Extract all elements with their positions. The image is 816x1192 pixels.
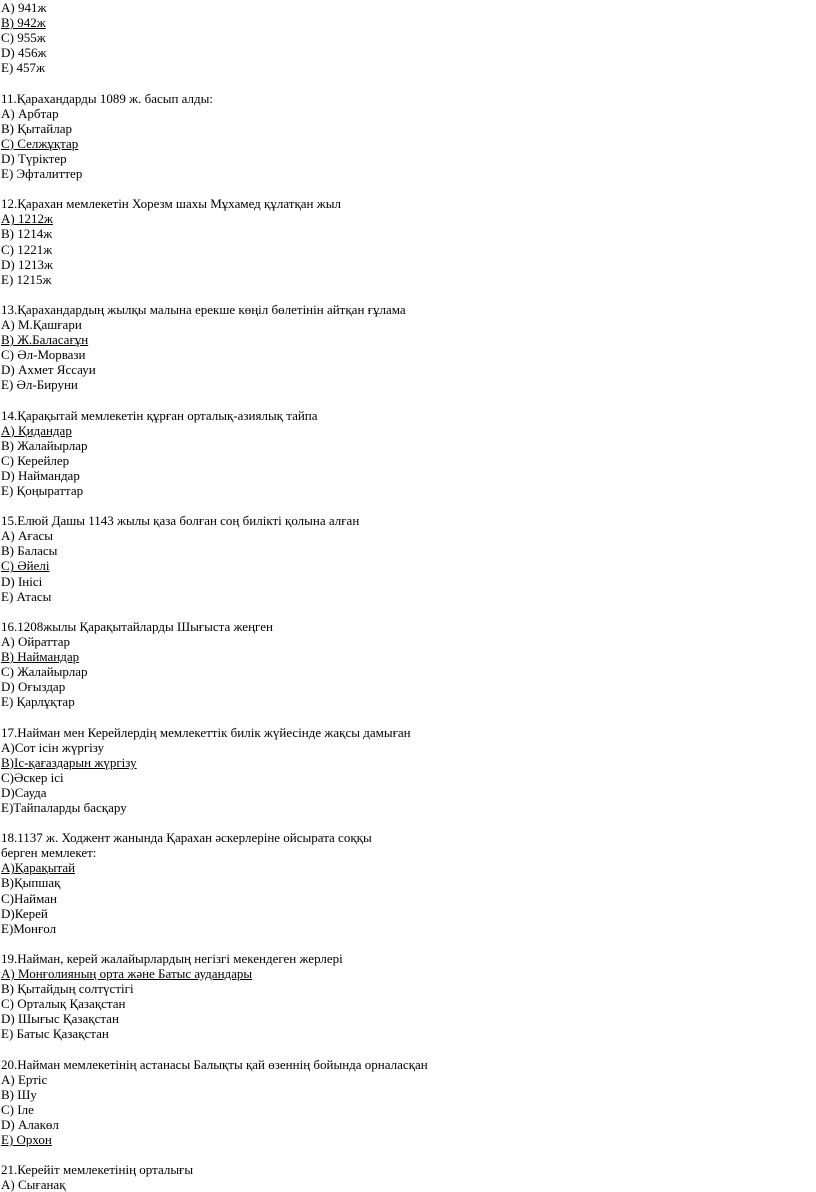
answer-option-label: B)Іс-қағаздарын жүргізу (1, 754, 137, 770)
answer-option-label: A) Ағасы (1, 528, 53, 544)
answer-option-label: E) 1215ж (1, 271, 52, 287)
question-block (0, 709, 816, 815)
answer-option-label: B) Шу (1, 1086, 37, 1102)
block-spacer (0, 75, 816, 90)
answer-option-correct (0, 136, 816, 151)
question-text: 18.1137 ж. Ходжент жанында Қарахан әскерлеріне ойсырата соққы (1, 830, 372, 846)
question-block (0, 75, 816, 181)
answer-option (0, 891, 816, 906)
question-text: 21.Керейіт мемлекетінің орталығы (1, 1162, 194, 1178)
answer-option-label: C) 955ж (1, 30, 46, 46)
answer-option-label: E) Атасы (1, 588, 52, 604)
answer-option (0, 438, 816, 453)
answer-option-label: B) Қытайдың солтүстігі (1, 981, 134, 997)
answer-option-label: E) Эфталиттер (1, 166, 83, 182)
answer-option-correct (0, 15, 816, 30)
answer-option (0, 1117, 816, 1132)
answer-option (0, 1177, 816, 1192)
block-spacer (0, 287, 816, 302)
answer-option-label: C)Найман (1, 890, 57, 906)
question-text: 15.Елюй Дашы 1143 жылы қаза болған соң билікті қолына алған (1, 513, 360, 529)
answer-option-correct (0, 558, 816, 573)
answer-option (0, 906, 816, 921)
answer-option (0, 468, 816, 483)
question-text: 12.Қарахан мемлекетін Хорезм шахы Мұхамед құлатқан жыл (1, 196, 341, 212)
answer-option-label: A) Сығанақ (1, 1177, 66, 1192)
question-text: 16.1208жылы Қарақытайларды Шығыста жеңген (1, 618, 273, 634)
block-spacer (0, 604, 816, 619)
question-block (0, 287, 816, 393)
answer-option-label: A) Қидандар (1, 422, 72, 438)
answer-option-label: A) Арбтар (1, 105, 59, 121)
answer-option-label: C) Іле (1, 1101, 34, 1117)
answer-option (0, 106, 816, 121)
answer-option-label: B) Ж.Баласағұн (1, 332, 89, 348)
question-block (0, 1147, 816, 1192)
question-block (0, 1041, 816, 1147)
answer-option (0, 151, 816, 166)
answer-option-correct (0, 966, 816, 981)
answer-option-label: B) 942ж (1, 15, 46, 31)
block-spacer (0, 709, 816, 724)
question-text: 20.Найман мемлекетінің астанасы Балықты қай өзеннің бойында орналасқан (1, 1056, 428, 1072)
answer-option (0, 996, 816, 1011)
answer-option-label: A) Монғолияның орта және Батыс аудандары (1, 966, 253, 981)
answer-option-label: E)Монғол (1, 920, 57, 936)
question-block (0, 0, 816, 75)
answer-option (0, 377, 816, 392)
answer-option-label: A) Ойраттар (1, 633, 71, 649)
answer-option-correct (0, 1132, 816, 1147)
block-spacer (0, 498, 816, 513)
answer-option (0, 921, 816, 936)
answer-option-label: A)Қарақытай (1, 860, 76, 876)
answer-option (0, 226, 816, 241)
answer-option-label: D)Керей (1, 905, 48, 921)
answer-option-label: D)Сауда (1, 784, 47, 800)
block-spacer (0, 936, 816, 951)
block-spacer (0, 181, 816, 196)
answer-option (0, 347, 816, 362)
question-text: 14.Қарақытай мемлекетін құрған орталық-азиялық тайпа (1, 407, 318, 423)
answer-option-label: A) М.Қашғари (1, 316, 82, 332)
answer-option (0, 242, 816, 257)
answer-option-label: B) Қытайлар (1, 120, 72, 136)
answer-option (0, 60, 816, 75)
answer-option (0, 574, 816, 589)
answer-option-label: C) 1221ж (1, 241, 53, 257)
answer-option (0, 121, 816, 136)
answer-option-label: C) Орталық Қазақстан (1, 996, 126, 1012)
question-block (0, 498, 816, 604)
answer-option-label: A) Ертіс (1, 1071, 48, 1087)
question-block (0, 604, 816, 710)
answer-option-correct (0, 755, 816, 770)
answer-option (0, 528, 816, 543)
answer-option (0, 875, 816, 890)
answer-option-label: D) Түріктер (1, 150, 67, 166)
answer-option (0, 664, 816, 679)
answer-option-label: B) Баласы (1, 543, 58, 559)
answer-option (0, 1102, 816, 1117)
question-text: 17.Найман мен Керейлердің мемлекеттік билік жүйесінде жақсы дамыған (1, 724, 411, 740)
answer-option-label: A) 1212ж (1, 211, 53, 227)
question-text: 13.Қарахандардың жылқы малына ерекше көңіл бөлетінін айтқан ғұлама (1, 301, 406, 317)
answer-option-label: D) 1213ж (1, 256, 53, 272)
answer-option-label: A) 941ж (1, 0, 47, 15)
answer-option (0, 785, 816, 800)
answer-option (0, 1087, 816, 1102)
question-text: 19.Найман, керей жалайырлардың негізгі мекендеген жерлері (1, 950, 343, 966)
answer-option-label: E) 457ж (1, 60, 46, 76)
question-block (0, 392, 816, 498)
answer-option-label: E)Тайпаларды басқару (1, 799, 127, 815)
answer-option-label: C) Әл-Морвази (1, 347, 86, 363)
answer-option-label: E) Орхон (1, 1132, 52, 1148)
answer-option (0, 0, 816, 15)
answer-option (0, 1011, 816, 1026)
answer-option-label: C) Селжұқтар (1, 135, 79, 151)
answer-option-label: B) 1214ж (1, 226, 53, 242)
answer-option-label: C) Әйелі (1, 558, 50, 574)
answer-option (0, 543, 816, 558)
answer-option-correct (0, 423, 816, 438)
answer-option-label: D) Алакөл (1, 1116, 59, 1132)
question-block (0, 181, 816, 287)
block-spacer (0, 1147, 816, 1162)
answer-option (0, 634, 816, 649)
answer-option (0, 679, 816, 694)
answer-option (0, 800, 816, 815)
answer-option (0, 740, 816, 755)
answer-option (0, 981, 816, 996)
question-block (0, 815, 816, 936)
answer-option (0, 30, 816, 45)
question-text-continued: берген мемлекет: (1, 845, 97, 861)
answer-option (0, 483, 816, 498)
answer-option (0, 317, 816, 332)
answer-option (0, 1026, 816, 1041)
answer-option-label: E) Батыс Қазақстан (1, 1026, 109, 1042)
answer-option-label: D) Інісі (1, 573, 43, 589)
answer-option-correct (0, 211, 816, 226)
answer-option-correct (0, 860, 816, 875)
answer-option (0, 770, 816, 785)
answer-option-label: D) 456ж (1, 45, 47, 61)
answer-option-correct (0, 332, 816, 347)
answer-option (0, 272, 816, 287)
answer-option (0, 694, 816, 709)
answer-option (0, 1072, 816, 1087)
question-text: 11.Қарахандарды 1089 ж. басып алды: (1, 90, 214, 106)
answer-option-label: D) Оғыздар (1, 679, 66, 695)
answer-option-label: B)Қыпшақ (1, 875, 61, 891)
block-spacer (0, 392, 816, 407)
answer-option (0, 589, 816, 604)
answer-option (0, 45, 816, 60)
answer-option (0, 362, 816, 377)
answer-option-label: C) Жалайырлар (1, 664, 88, 680)
answer-option-label: E) Қоңыраттар (1, 483, 84, 498)
block-spacer (0, 815, 816, 830)
answer-option-label: D) Ахмет Яссауи (1, 362, 96, 378)
answer-option-label: A)Сот ісін жүргізу (1, 739, 105, 755)
answer-option (0, 257, 816, 272)
answer-option-label: D) Наймандар (1, 467, 80, 483)
answer-option-correct (0, 649, 816, 664)
answer-option-label: E) Қарлұқтар (1, 694, 75, 710)
answer-option-label: B) Жалайырлар (1, 437, 88, 453)
block-spacer (0, 1041, 816, 1056)
answer-option-label: C)Әскер ісі (1, 769, 64, 785)
answer-option-label: D) Шығыс Қазақстан (1, 1011, 119, 1027)
answer-option-label: C) Керейлер (1, 452, 70, 468)
answer-option (0, 453, 816, 468)
answer-option (0, 166, 816, 181)
question-block (0, 936, 816, 1042)
answer-option-label: E) Әл-Бируни (1, 377, 78, 393)
answer-option-label: B) Наймандар (1, 649, 80, 665)
